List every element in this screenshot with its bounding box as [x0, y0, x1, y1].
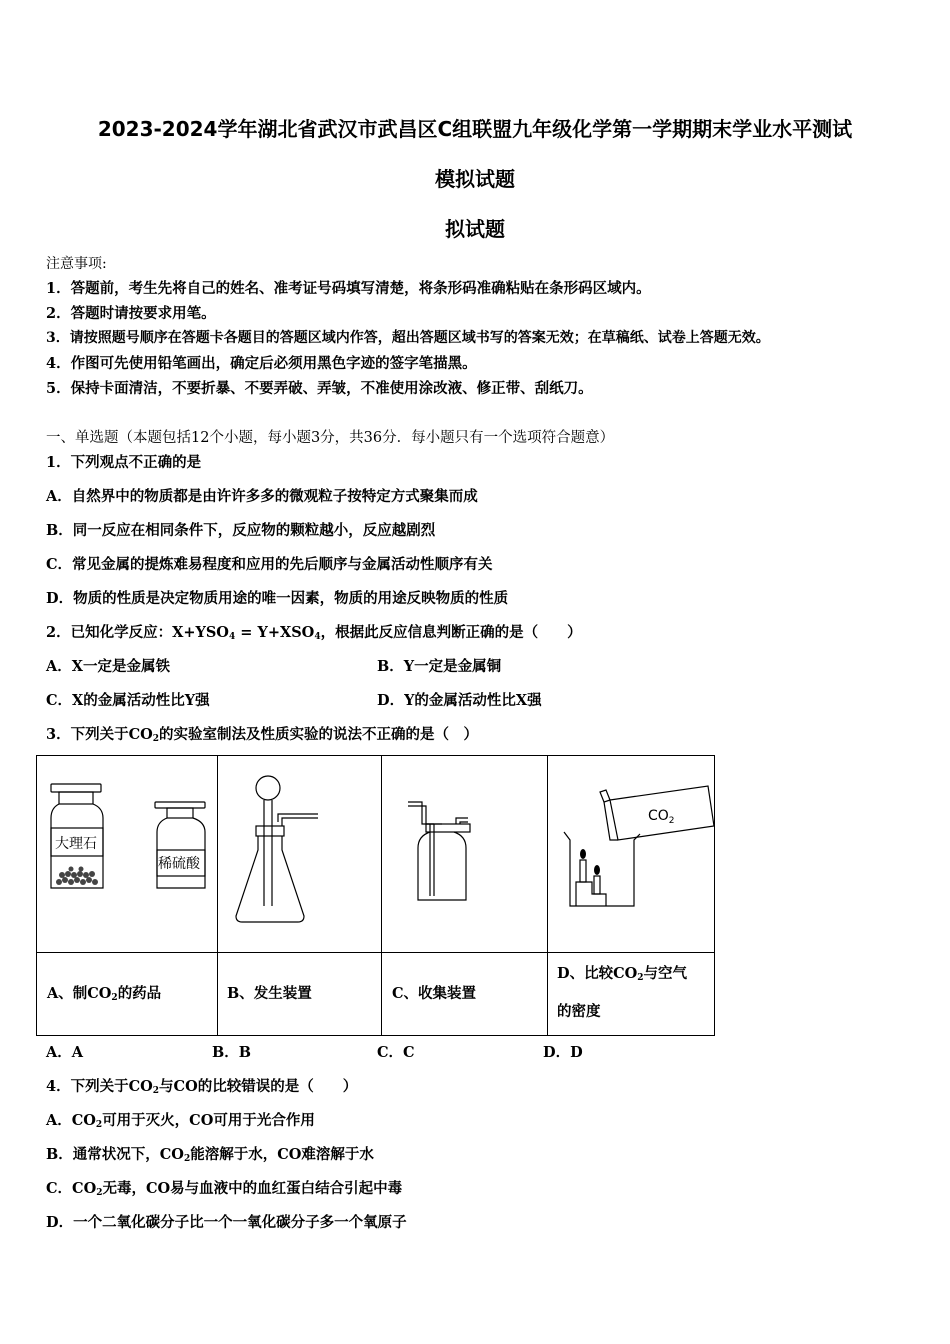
- page-subtitle-2: 拟试题: [445, 217, 505, 241]
- q2-option-a: A．X一定是金属铁: [46, 658, 170, 675]
- q3-option-a: A．A: [46, 1044, 84, 1061]
- acid-label: 稀硫酸: [158, 856, 200, 872]
- page-subtitle: 模拟试题: [435, 167, 515, 191]
- q1-option-c: C．常见金属的提炼难易程度和应用的先后顺序与金属活动性顺序有关: [46, 556, 493, 573]
- generation-apparatus-figure: [218, 756, 381, 952]
- q3-stem: 3．下列关于$CO_2$的实验室制法及性质实验的说法不正确的是（ ）: [46, 726, 479, 744]
- q4-option-a: A．$CO_2$可用于灭火，CO可用于光合作用: [46, 1112, 315, 1130]
- q1-option-a: A．自然界中的物质都是由许许多多的微观粒子按特定方式聚集而成: [46, 488, 478, 505]
- q4-option-c: C．$CO_2$无毒，CO易与血液中的血红蛋白结合引起中毒: [46, 1180, 403, 1198]
- caption-d: D、比较$CO_2$与空气: [557, 965, 688, 983]
- q3-option-c: C．C: [377, 1044, 415, 1061]
- notice-item-5: 5．保持卡面清洁，不要折暴、不要弄破、弄皱，不准使用涂改液、修正带、刮纸刀。: [46, 380, 593, 397]
- notice-item-4: 4．作图可先使用铅笔画出，确定后必须用黑色字迹的签字笔描黑。: [46, 355, 477, 372]
- notice-item-2: 2．答题时请按要求用笔。: [46, 305, 216, 322]
- caption-c: C、收集装置: [392, 985, 477, 1002]
- notice-item-3: 3．请按照题号顺序在答题卡各题目的答题区域内作答，超出答题区域书写的答案无效；在草稿纸、试卷上答题无效。: [46, 330, 770, 346]
- q3-option-d: D．D: [543, 1044, 583, 1061]
- q1-option-d: D．物质的性质是决定物质用途的唯一因素，物质的用途反映物质的性质: [46, 590, 509, 607]
- q4-option-b: B．通常状况下，$CO_2$能溶解于水，CO难溶解于水: [46, 1146, 374, 1164]
- collection-apparatus-figure: [382, 756, 547, 952]
- notice-heading: 注意事项:: [46, 256, 107, 272]
- reagent-bottles-figure: [37, 756, 217, 952]
- notice-item-1: 1．答题前，考生先将自己的姓名、准考证号码填写清楚，将条形码准确粘贴在条形码区域内。: [46, 280, 651, 297]
- q1-stem: 1．下列观点不正确的是: [46, 454, 202, 471]
- q4-option-d: D．一个二氧化碳分子比一个一氧化碳分子多一个氧原子: [46, 1214, 407, 1231]
- q2-option-b: B．Y一定是金属铜: [377, 658, 502, 675]
- q1-option-b: B．同一反应在相同条件下，反应物的颗粒越小，反应越剧烈: [46, 522, 436, 539]
- q3-figure-table: [36, 755, 715, 1036]
- page-title: 2023-2024学年湖北省武汉市武昌区C组联盟九年级化学第一学期期末学业水平测试: [97, 117, 853, 141]
- q2-stem: 2．已知化学反应：$X+YSO_4 = Y+XSO_4$，根据此反应信息判断正确的是（ ）: [46, 624, 582, 642]
- density-comparison-figure: [548, 756, 716, 952]
- q2-option-c: C．X的金属活动性比Y强: [46, 692, 210, 709]
- q4-stem: 4．下列关于$CO_2$与CO的比较错误的是（ ）: [46, 1078, 358, 1096]
- caption-a: A、制$CO_2$的药品: [47, 985, 162, 1003]
- section-heading: 一、单选题（本题包括12个小题，每小题3分，共36分．每小题只有一个选项符合题意）: [46, 430, 615, 446]
- q3-option-b: B．B: [212, 1044, 252, 1061]
- co2-label: $CO_2$: [648, 808, 675, 826]
- q2-option-d: D．Y的金属活动性比X强: [377, 692, 542, 709]
- caption-d-line2: 的密度: [557, 1003, 601, 1020]
- caption-b: B、发生装置: [227, 985, 312, 1002]
- marble-label: 大理石: [55, 836, 97, 852]
